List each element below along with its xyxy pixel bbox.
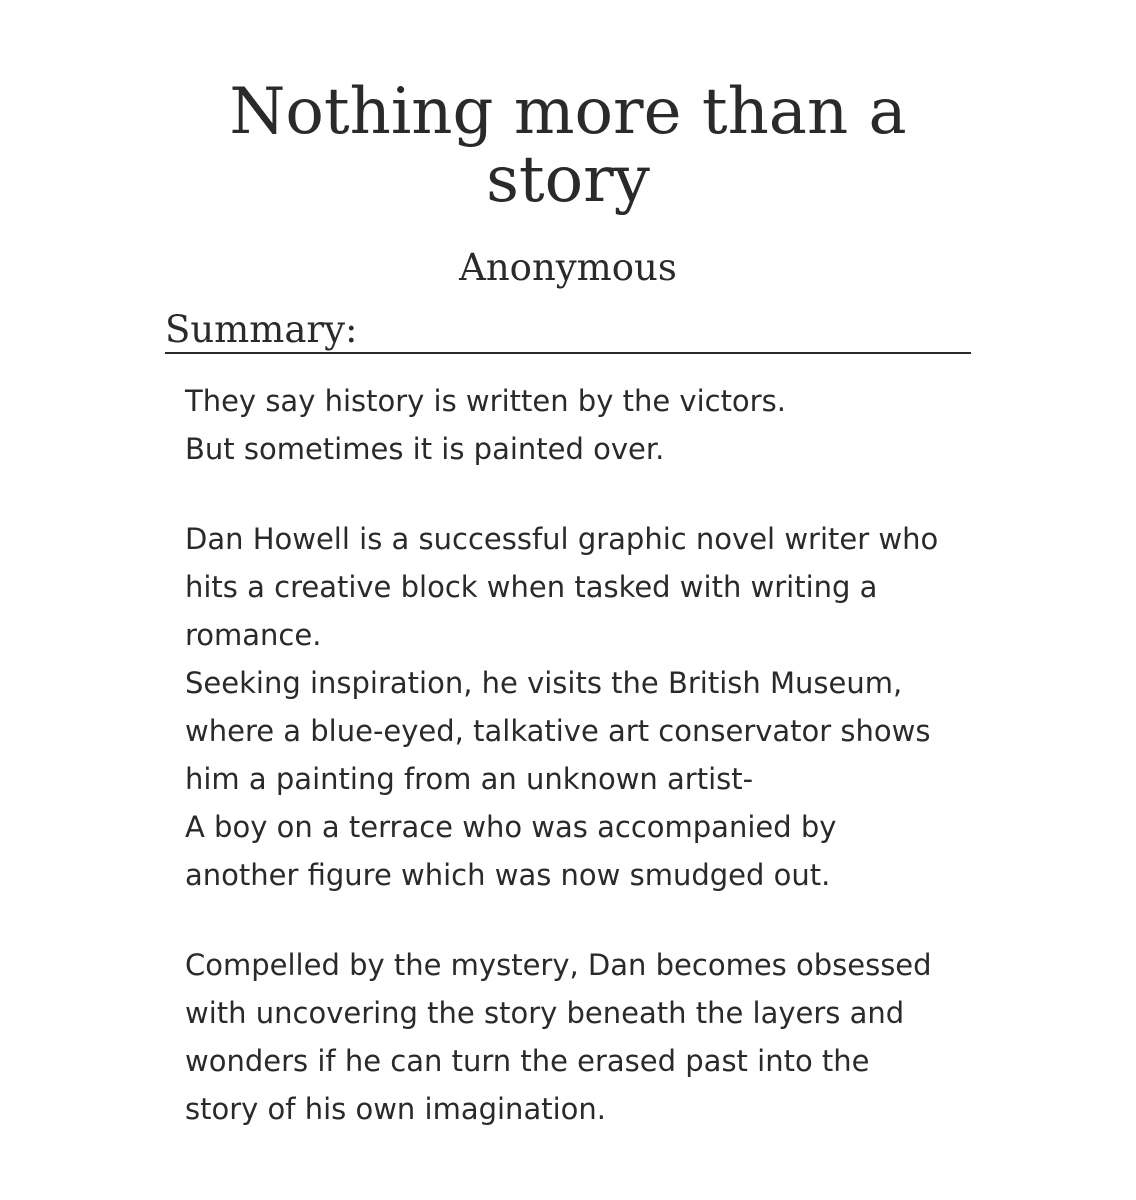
work-author: Anonymous xyxy=(459,246,677,289)
summary-body xyxy=(185,377,985,1175)
summary-line: Compelled by the mystery, Dan becomes obsessed xyxy=(185,948,932,982)
summary-line: They say history is written by the victors. xyxy=(185,384,786,418)
summary-line: story of his own imagination. xyxy=(185,1092,606,1126)
summary-line: Seeking inspiration, he visits the British Museum, xyxy=(185,666,903,700)
work-title-line: Nothing more than a xyxy=(229,75,907,149)
summary-line: Dan Howell is a successful graphic novel writer who xyxy=(185,522,939,556)
summary-line: But sometimes it is painted over. xyxy=(185,432,665,466)
summary-line: another figure which was now smudged out. xyxy=(185,858,831,892)
summary-line: wonders if he can turn the erased past into the xyxy=(185,1044,870,1078)
summary-line: hits a creative block when tasked with writing a xyxy=(185,570,878,604)
summary-line: him a painting from an unknown artist- xyxy=(185,762,754,796)
work-title xyxy=(0,75,1136,217)
summary-heading: Summary: xyxy=(165,308,971,354)
work-title-line: story xyxy=(486,143,650,217)
summary-line: with uncovering the story beneath the layers and xyxy=(185,996,905,1030)
summary-paragraph xyxy=(185,941,985,1133)
summary-paragraph xyxy=(185,377,985,473)
summary-paragraph xyxy=(185,515,985,899)
summary-line: romance. xyxy=(185,618,322,652)
summary-line: where a blue-eyed, talkative art conservator shows xyxy=(185,714,931,748)
summary-line: A boy on a terrace who was accompanied by xyxy=(185,810,837,844)
